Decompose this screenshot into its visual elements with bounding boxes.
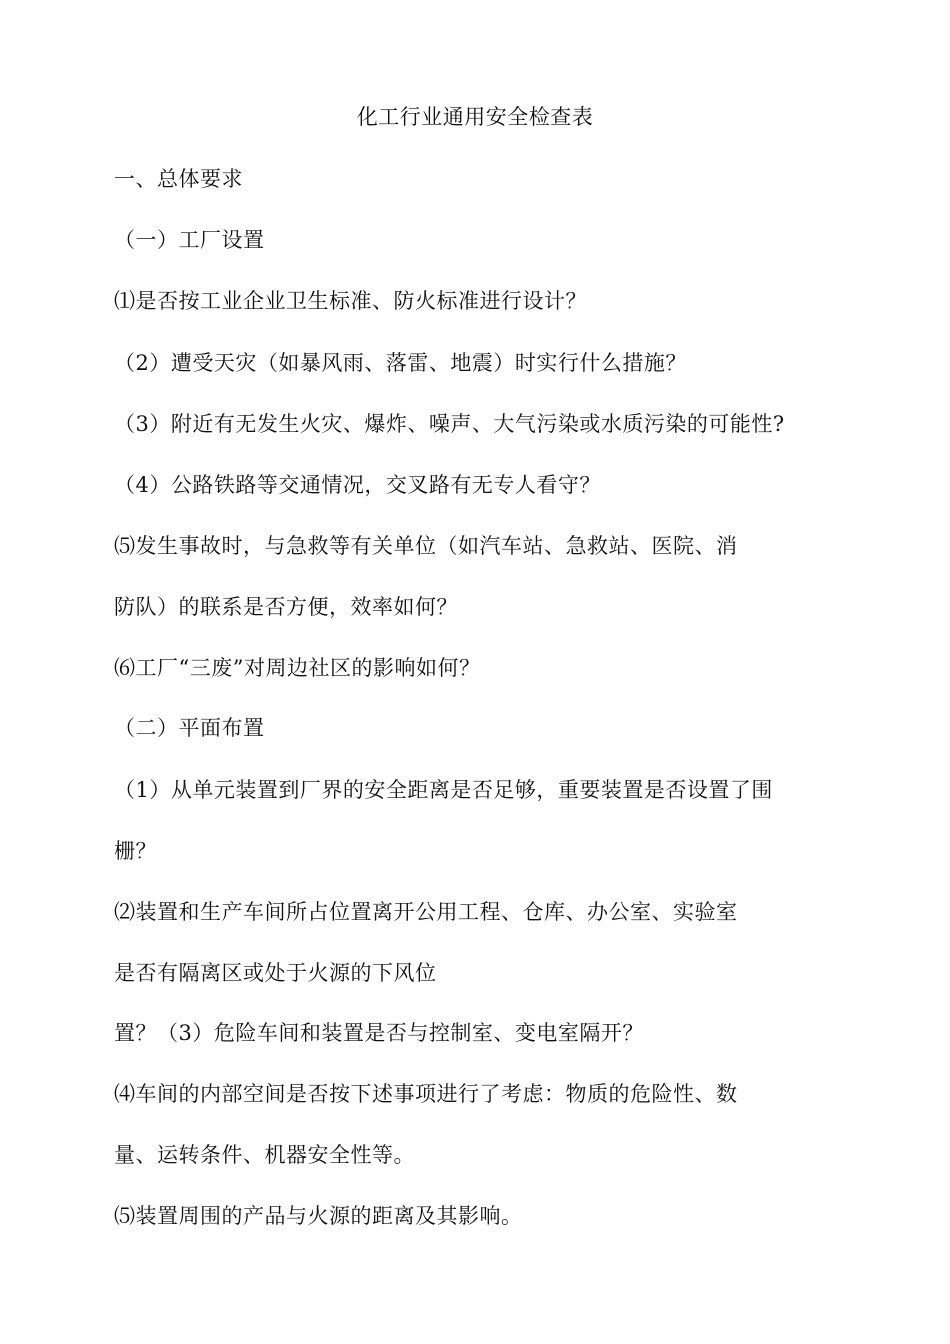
paragraph-line: 量、运转条件、机器安全性等。 <box>114 1143 415 1167</box>
paragraph-line: ⑵装置和生产车间所占位置离开公用工程、仓库、办公室、实验室 <box>114 900 738 924</box>
subsection-heading: （一）工厂设置 <box>114 228 265 252</box>
paragraph-line: （3）附近有无发生火灾、爆炸、噪声、大气污染或水质污染的可能性? <box>114 412 785 436</box>
paragraph-line: 置？（3）危险车间和装置是否与控制室、变电室隔开？ <box>114 1021 644 1045</box>
subsection-heading: （二）平面布置 <box>114 716 265 740</box>
paragraph-line: ⑸发生事故时，与急救等有关单位（如汽车站、急救站、医院、消 <box>114 534 738 558</box>
paragraph-line: （4）公路铁路等交通情况，交叉路有无专人看守？ <box>114 473 601 497</box>
document-title: 化工行业通用安全检查表 <box>356 105 594 129</box>
paragraph-line: 栅？ <box>114 839 157 863</box>
paragraph-line: （1）从单元装置到厂界的安全距离是否足够，重要装置是否设置了围 <box>114 778 773 802</box>
paragraph-line: ⑷车间的内部空间是否按下述事项进行了考虑：物质的危险性、数 <box>114 1082 738 1106</box>
paragraph-line: ⑹工厂“三废”对周边社区的影响如何？ <box>114 656 481 680</box>
paragraph-line: 是否有隔离区或处于火源的下风位 <box>114 961 437 985</box>
section-heading: 一、总体要求 <box>114 167 243 191</box>
paragraph-line: ⑴是否按工业企业卫生标准、防火标准进行设计？ <box>114 289 587 313</box>
paragraph-line: （2）遭受天灾（如暴风雨、落雷、地震）时实行什么措施？ <box>114 351 687 375</box>
paragraph-line: 防队）的联系是否方便，效率如何？ <box>114 595 458 619</box>
paragraph-line: ⑸装置周围的产品与火源的距离及其影响。 <box>114 1204 523 1228</box>
